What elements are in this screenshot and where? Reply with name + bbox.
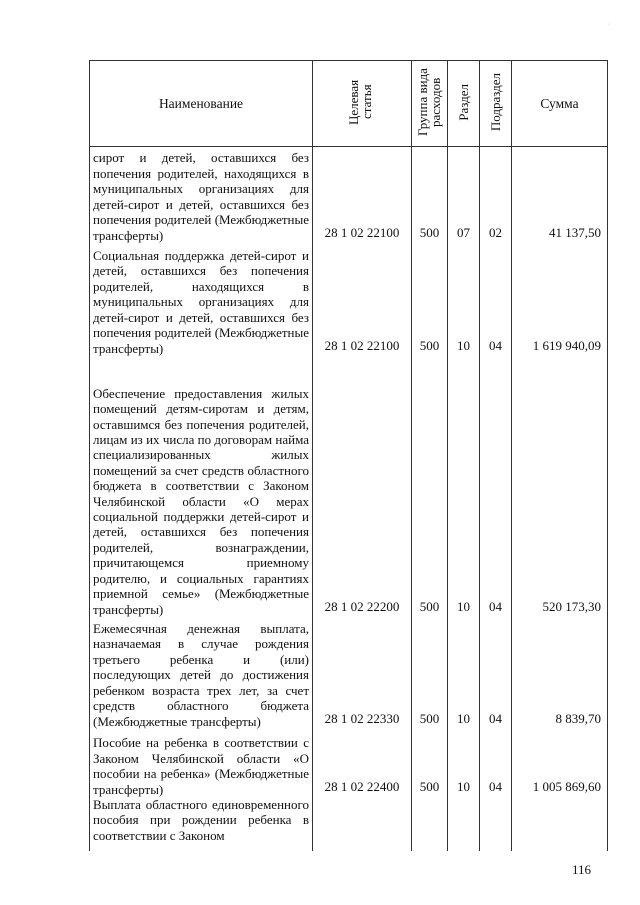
header-name: Наименование [90, 61, 313, 147]
row-code: 28 1 02 22400 [313, 729, 412, 797]
row-group: 500 [412, 617, 448, 729]
budget-table [89, 60, 608, 851]
row-section: 10 [448, 356, 480, 617]
row-name: Обеспечение предоставления жилых помещений детям-сиротам и детям, оставшимся без попечения родителей, лицам из их числа по договорам найма специализированных жилых помещений за счет средств областного бюджета в соответствии с Законом Челябинской области «О мерах социальной поддержки детей-сирот и детей, оставшихся без попечения родителей, вознаграждении, причитающемся приемному родителю, и социальных гарантиях приемной семье» (Межбюджетные трансферты) [90, 356, 313, 617]
row-amount: 1 619 940,09 [512, 243, 608, 356]
row-name: Пособие на ребенка в соответствии с Законом Челябинской области «О пособии на ребенка» (Межбюджетные трансферты) [90, 729, 313, 797]
row-amount [512, 797, 608, 851]
corner-dot: · [608, 22, 610, 28]
page-number: 116 [572, 862, 592, 877]
header-target-article: Целевая статья [313, 61, 412, 147]
row-name: Социальная поддержка детей-сирот и детей, оставшихся без попечения родителей, находящихся в муниципальных организациях для детей-сирот и детей, оставшихся без попечения родителей (Межбюджетные трансферты) [90, 243, 313, 356]
row-group: 500 [412, 356, 448, 617]
header-subsection: Подраздел [480, 61, 512, 147]
row-amount: 1 005 869,60 [512, 729, 608, 797]
row-section: 07 [448, 147, 480, 243]
header-section: Раздел [448, 61, 480, 147]
table-row [90, 243, 608, 356]
row-code [313, 797, 412, 851]
row-amount: 41 137,50 [512, 147, 608, 243]
row-name: Ежемесячная денежная выплата, назначаемая в случае рождения третьего ребенка и (или) последующих детей до достижения ребенком возраста трех лет, за счет средств областного бюджета (Межбюджетные трансферты) [90, 617, 313, 729]
row-group: 500 [412, 243, 448, 356]
row-subsection: 02 [480, 147, 512, 243]
row-group: 500 [412, 729, 448, 797]
header-expense-group: Группа вида расходов [412, 61, 448, 147]
row-code: 28 1 02 22330 [313, 617, 412, 729]
table-header-row [90, 61, 608, 147]
row-code: 28 1 02 22100 [313, 147, 412, 243]
row-code: 28 1 02 22200 [313, 356, 412, 617]
row-code: 28 1 02 22100 [313, 243, 412, 356]
row-name: сирот и детей, оставшихся без попечения родителей, находящихся в муниципальных организациях для детей-сирот и детей, оставшихся без попечения родителей (Межбюджетные трансферты) [90, 147, 313, 243]
row-group: 500 [412, 147, 448, 243]
row-subsection: 04 [480, 617, 512, 729]
row-section: 10 [448, 729, 480, 797]
row-section: 10 [448, 617, 480, 729]
row-subsection: 04 [480, 243, 512, 356]
row-section [448, 797, 480, 851]
row-subsection: 04 [480, 356, 512, 617]
header-amount: Сумма [512, 61, 608, 147]
table-row [90, 797, 608, 851]
row-amount: 520 173,30 [512, 356, 608, 617]
table-row [90, 147, 608, 243]
row-subsection [480, 797, 512, 851]
row-amount: 8 839,70 [512, 617, 608, 729]
table-row [90, 617, 608, 729]
row-name: Выплата областного единовременного пособия при рождении ребенка в соответствии с Законом [90, 797, 313, 851]
row-section: 10 [448, 243, 480, 356]
row-subsection: 04 [480, 729, 512, 797]
row-group [412, 797, 448, 851]
table-row [90, 729, 608, 797]
table-row [90, 356, 608, 617]
